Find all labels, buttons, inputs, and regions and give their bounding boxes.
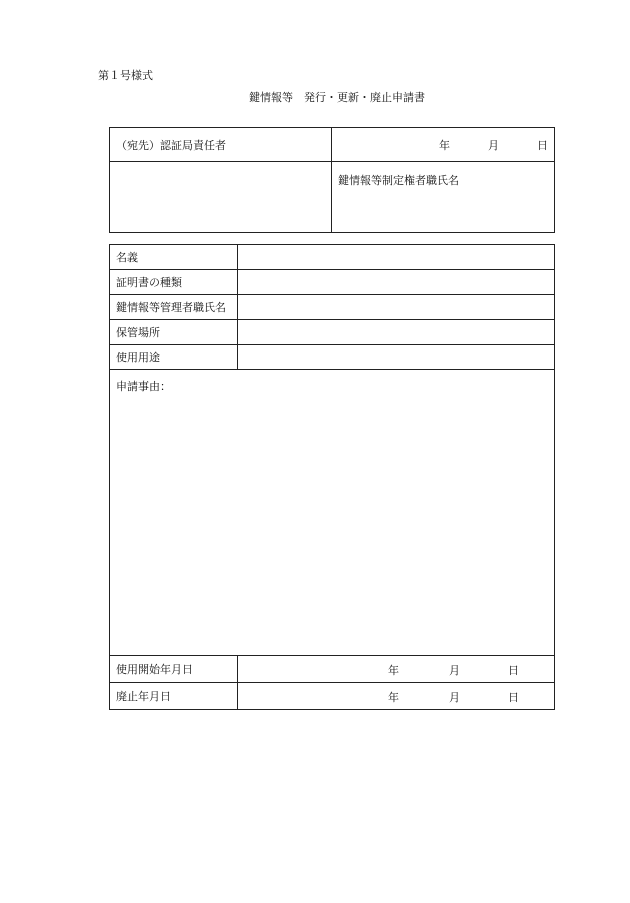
- end-date-row: [110, 683, 555, 710]
- field-label: 保管場所: [110, 320, 238, 345]
- header-table: [109, 127, 555, 233]
- field-row-holder-name: [110, 245, 555, 270]
- start-date-year: 年: [388, 664, 399, 677]
- field-row-key-manager: [110, 295, 555, 320]
- field-row-usage-purpose: [110, 345, 555, 370]
- field-label: 証明書の種類: [110, 270, 238, 295]
- reason-field[interactable]: [110, 370, 555, 656]
- addressee-label: （宛先）認証局責任者: [116, 138, 226, 152]
- key-manager-field[interactable]: [238, 295, 555, 320]
- start-date-month: 月: [449, 664, 460, 677]
- usage-purpose-field[interactable]: [238, 345, 555, 370]
- storage-location-field[interactable]: [238, 320, 555, 345]
- applicant-cell[interactable]: [332, 162, 555, 233]
- header-blank-cell: [110, 162, 332, 233]
- start-date-label: 使用開始年月日: [110, 656, 238, 683]
- end-date-day: 日: [508, 691, 519, 704]
- header-date: [338, 137, 548, 153]
- end-date-month: 月: [449, 691, 460, 704]
- start-date-field[interactable]: [238, 656, 555, 683]
- holder-name-field[interactable]: [238, 245, 555, 270]
- addressee-cell: [110, 128, 332, 162]
- end-date-field[interactable]: [238, 683, 555, 710]
- reason-label: 申請事由：: [116, 380, 171, 393]
- reason-row: [110, 370, 555, 656]
- certificate-type-field[interactable]: [238, 270, 555, 295]
- application-table: [109, 244, 555, 710]
- field-label: 名義: [110, 245, 238, 270]
- end-date-label: 廃止年月日: [110, 683, 238, 710]
- header-date-year: 年: [439, 138, 450, 152]
- start-date-day: 日: [508, 664, 519, 677]
- document-title: 鍵情報等 発行・更新・廃止申請書: [249, 91, 425, 104]
- field-label: 鍵情報等管理者職氏名: [110, 295, 238, 320]
- header-date-cell[interactable]: [332, 128, 555, 162]
- header-row-top: [110, 128, 555, 162]
- header-date-day: 日: [537, 138, 548, 152]
- field-label: 使用用途: [110, 345, 238, 370]
- start-date-row: [110, 656, 555, 683]
- header-date-month: 月: [488, 138, 499, 152]
- form-number: 第１号様式: [98, 69, 153, 82]
- header-row-bottom: [110, 162, 555, 233]
- applicant-label: 鍵情報等制定権者職氏名: [338, 174, 459, 187]
- field-row-storage-location: [110, 320, 555, 345]
- end-date-year: 年: [388, 691, 399, 704]
- field-row-certificate-type: [110, 270, 555, 295]
